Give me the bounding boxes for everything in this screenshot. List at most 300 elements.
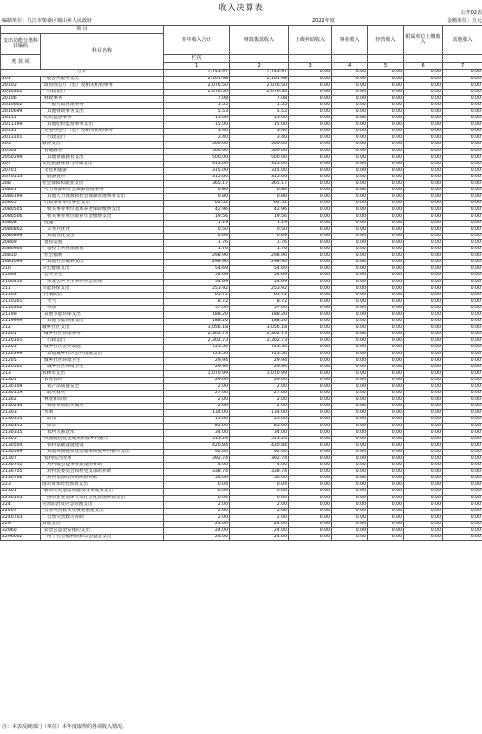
amount-v6: 0.00 <box>404 279 443 286</box>
amount-v7: 0.00 <box>443 331 482 338</box>
amount-v2: 62.52 <box>230 200 289 207</box>
amount-v5: 0.00 <box>368 508 404 515</box>
amount-v7: 0.00 <box>443 246 482 253</box>
amount-v4: 0.00 <box>332 102 368 109</box>
amount-v1: 50.00 <box>164 475 230 482</box>
amount-v7: 0.00 <box>443 214 482 221</box>
amount-v4: 0.00 <box>332 259 368 266</box>
amount-v4: 0.00 <box>332 161 368 168</box>
subject-code: 2050299 <box>1 155 41 162</box>
amount-v2: 27.00 <box>230 390 289 397</box>
amount-v7: 0.00 <box>443 469 482 476</box>
subject-code: 2080506 <box>1 214 41 221</box>
amount-v6: 0.00 <box>404 292 443 299</box>
amount-v6: 0.00 <box>404 384 443 391</box>
subject-name: 义务兵优待 <box>41 227 164 234</box>
amount-v3: 0.00 <box>289 443 332 450</box>
subject-name: 城乡社区公共设施 <box>41 344 164 351</box>
amount-v3: 0.00 <box>289 161 332 168</box>
amount-v1: 500.00 <box>164 155 230 162</box>
amount-v7: 0.00 <box>443 430 482 437</box>
amount-v6: 0.00 <box>404 246 443 253</box>
amount-v1: 253.92 <box>164 286 230 293</box>
subject-name: 抗旱 <box>41 423 164 430</box>
subject-name: 纪检监察事务 <box>41 115 164 122</box>
subject-code: 22960 <box>1 528 41 535</box>
amount-v5: 0.00 <box>368 449 404 456</box>
amount-v3: 0.00 <box>289 279 332 286</box>
amount-v7: 0.00 <box>443 299 482 306</box>
report-title: 收入决算表 <box>218 3 264 12</box>
amount-v4: 0.00 <box>332 233 368 240</box>
amount-v4: 0.00 <box>332 292 368 299</box>
amount-v6: 0.00 <box>404 174 443 181</box>
amount-v5: 0.00 <box>368 344 404 351</box>
amount-v1: 2,076.50 <box>164 83 230 90</box>
subject-name: 政府办公厅（室）及相关机构事务 <box>41 83 164 90</box>
amount-v4: 0.00 <box>332 305 368 312</box>
subject-name: 水利 <box>41 410 164 417</box>
amount-v2: 2.00 <box>230 515 289 522</box>
amount-v5: 0.00 <box>368 364 404 371</box>
amount-v7: 0.00 <box>443 489 482 496</box>
amount-v5: 0.00 <box>368 462 404 469</box>
subject-code: 2130706 <box>1 475 41 482</box>
amount-v7: 0.00 <box>443 200 482 207</box>
amount-v5: 0.00 <box>368 155 404 162</box>
amount-v2: 15.00 <box>230 115 289 122</box>
amount-v7: 0.00 <box>443 495 482 502</box>
amount-v1: 62.52 <box>164 200 230 207</box>
amount-v7: 0.00 <box>443 423 482 430</box>
amount-v3: 0.00 <box>289 384 332 391</box>
amount-v2: 0.04 <box>230 495 289 502</box>
amount-v4: 0.00 <box>332 521 368 528</box>
amount-v6: 0.00 <box>404 338 443 345</box>
amount-v1: 85.00 <box>164 423 230 430</box>
amount-v5: 0.00 <box>368 534 404 541</box>
code-header: 支出功能分类科目编码 <box>1 34 41 55</box>
amount-v3: 0.00 <box>289 305 332 312</box>
fiscal-year: 2022年度 <box>312 18 335 24</box>
amount-v2: 188.20 <box>230 318 289 325</box>
amount-v7: 0.00 <box>443 109 482 116</box>
subject-code: 20106 <box>1 96 41 103</box>
amount-v6: 0.00 <box>404 207 443 214</box>
subject-code: 224 <box>1 502 41 509</box>
amount-v5: 0.00 <box>368 200 404 207</box>
amount-v6: 0.00 <box>404 515 443 522</box>
amount-v3: 0.00 <box>289 181 332 188</box>
amount-v3: 0.00 <box>289 89 332 96</box>
subject-name: 巩固脱贫攻坚成果衔接乡村振兴 <box>41 436 164 443</box>
amount-v4: 0.00 <box>332 227 368 234</box>
amount-v7: 0.00 <box>443 233 482 240</box>
subject-name: 退役安置 <box>41 240 164 247</box>
amount-v4: 0.00 <box>332 220 368 227</box>
subject-code: 21199 <box>1 312 41 319</box>
amount-v4: 0.00 <box>332 430 368 437</box>
amount-v5: 0.00 <box>368 102 404 109</box>
amount-v3: 0.00 <box>289 207 332 214</box>
subject-name: 污染防治 <box>41 292 164 299</box>
subject-name: 普通教育 <box>41 148 164 155</box>
subject-code: 2120399 <box>1 351 41 358</box>
subject-name: 其他城乡社区公共设施支出 <box>41 351 164 358</box>
subject-name: 其他优抚支出 <box>41 233 164 240</box>
amount-v5: 0.00 <box>368 240 404 247</box>
amount-v4: 0.00 <box>332 168 368 175</box>
amount-v7: 0.00 <box>443 403 482 410</box>
subject-code: 2130335 <box>1 430 41 437</box>
amount-v2: 19.56 <box>230 214 289 221</box>
amount-v3: 0.00 <box>289 482 332 489</box>
form-number: 公开02表 <box>460 10 482 16</box>
amount-v7: 0.00 <box>443 515 482 522</box>
amount-v3: 0.00 <box>289 364 332 371</box>
amount-v4: 0.00 <box>332 128 368 135</box>
amount-v6: 0.00 <box>404 266 443 273</box>
amount-v2: 2,101.98 <box>230 76 289 83</box>
amount-v5: 0.00 <box>368 253 404 260</box>
amount-v1: 27.00 <box>164 390 230 397</box>
total-label: 合计 <box>1 70 164 77</box>
amount-v7: 0.00 <box>443 377 482 384</box>
subject-code: 205 <box>1 142 41 149</box>
amount-v5: 0.00 <box>368 456 404 463</box>
amount-v3: 0.00 <box>289 410 332 417</box>
subject-name: 农林水支出 <box>41 371 164 378</box>
amount-v4: 0.00 <box>332 502 368 509</box>
subject-code: 21201 <box>1 331 41 338</box>
amount-v3: 0.00 <box>289 403 332 410</box>
amount-v5: 0.00 <box>368 521 404 528</box>
subject-name: 人力资源和社会保障管理事务 <box>41 187 164 194</box>
subject-code: 2011199 <box>1 122 41 129</box>
amount-v1: 19.56 <box>164 214 230 221</box>
amount-v5: 0.00 <box>368 279 404 286</box>
subject-code: 21307 <box>1 456 41 463</box>
amount-v1: 365.17 <box>164 181 230 188</box>
amount-v7: 0.00 <box>443 482 482 489</box>
amount-v1: 315.00 <box>164 174 230 181</box>
amount-v2: 315.00 <box>230 161 289 168</box>
amount-v5: 0.00 <box>368 475 404 482</box>
amount-v3: 0.00 <box>289 142 332 149</box>
amount-v6: 0.00 <box>404 161 443 168</box>
amount-v2: 1,070.99 <box>230 371 289 378</box>
amount-v7: 0.00 <box>443 83 482 90</box>
subject-name: 解决历史遗留问题及改革成本支出 <box>41 489 164 496</box>
amount-v4: 0.00 <box>332 207 368 214</box>
amount-v5: 0.00 <box>368 403 404 410</box>
subject-code: 2010301 <box>1 89 41 96</box>
amount-v1: 15.00 <box>164 122 230 129</box>
amount-v1: 134.00 <box>164 410 230 417</box>
amount-v2: 2,076.50 <box>230 83 289 90</box>
subject-code: 2240703 <box>1 515 41 522</box>
colnum-7: 7 <box>443 63 482 70</box>
amount-v3: 0.00 <box>289 331 332 338</box>
amount-v3: 0.00 <box>289 266 332 273</box>
amount-v3: 0.00 <box>289 128 332 135</box>
amount-v1: 2,302.73 <box>164 331 230 338</box>
amount-v7: 0.00 <box>443 436 482 443</box>
amount-v3: 0.00 <box>289 469 332 476</box>
lei-label: 类 <box>11 58 17 65</box>
amount-v7: 0.00 <box>443 292 482 299</box>
amount-v3: 0.00 <box>289 155 332 162</box>
amount-v5: 0.00 <box>368 443 404 450</box>
subject-code: 20808 <box>1 220 41 227</box>
amount-v6: 0.00 <box>404 253 443 260</box>
income-table <box>0 25 482 541</box>
amount-v5: 0.00 <box>368 207 404 214</box>
amount-v2: 7.08 <box>230 96 289 103</box>
amount-v7: 0.00 <box>443 443 482 450</box>
amount-v4: 0.00 <box>332 122 368 129</box>
subject-code: 20103 <box>1 83 41 90</box>
amount-v4: 0.00 <box>332 390 368 397</box>
subject-name: 其他支出 <box>41 521 164 528</box>
amount-v2: 134.00 <box>230 410 289 417</box>
colnum-5: 5 <box>368 63 404 70</box>
amount-v3: 0.00 <box>289 83 332 90</box>
amount-v5: 0.00 <box>368 469 404 476</box>
amount-v6: 0.00 <box>404 331 443 338</box>
amount-v3: 0.00 <box>289 430 332 437</box>
amount-v1: 338.74 <box>164 469 230 476</box>
total-v3: 0.00 <box>289 70 332 77</box>
subject-code: 20805 <box>1 200 41 207</box>
amount-v5: 0.00 <box>368 115 404 122</box>
amount-v1: 298.90 <box>164 253 230 260</box>
amount-v6: 0.00 <box>404 528 443 535</box>
amount-v2: 2,076.50 <box>230 89 289 96</box>
amount-v3: 0.00 <box>289 371 332 378</box>
amount-v6: 0.00 <box>404 462 443 469</box>
report-meta <box>0 16 482 24</box>
amount-v1: 500.00 <box>164 148 230 155</box>
subject-code: 21203 <box>1 344 41 351</box>
amount-v7: 0.00 <box>443 227 482 234</box>
amount-v2: 0.69 <box>230 233 289 240</box>
amount-v7: 0.00 <box>443 358 482 365</box>
amount-unit: 金额单位：万元 <box>446 18 482 24</box>
amount-v4: 0.00 <box>332 384 368 391</box>
amount-v3: 0.00 <box>289 462 332 469</box>
subject-name: 水体 <box>41 305 164 312</box>
amount-v5: 0.00 <box>368 325 404 332</box>
amount-v2: 315.00 <box>230 174 289 181</box>
amount-v1: 2.00 <box>164 502 230 509</box>
amount-v2: 2.00 <box>230 397 289 404</box>
amount-v4: 0.00 <box>332 76 368 83</box>
amount-v2: 1.76 <box>230 246 289 253</box>
subject-name: 大气 <box>41 299 164 306</box>
amount-v7: 0.00 <box>443 312 482 319</box>
colnum-2: 2 <box>230 63 289 70</box>
amount-v5: 0.00 <box>368 495 404 502</box>
amount-v2: 15.00 <box>230 416 289 423</box>
subject-code: 201 <box>1 76 41 83</box>
amount-v4: 0.00 <box>332 83 368 90</box>
amount-v7: 0.00 <box>443 534 482 541</box>
amount-v5: 0.00 <box>368 482 404 489</box>
amount-v7: 0.00 <box>443 155 482 162</box>
amount-v3: 0.00 <box>289 292 332 299</box>
amount-v5: 0.00 <box>368 128 404 135</box>
amount-v7: 0.00 <box>443 286 482 293</box>
amount-v3: 0.00 <box>289 358 332 365</box>
subject-code: 2130314 <box>1 416 41 423</box>
subject-name: 行政运行 <box>41 89 164 96</box>
amount-v5: 0.00 <box>368 416 404 423</box>
amount-v1: 54.69 <box>164 279 230 286</box>
amount-v5: 0.00 <box>368 430 404 437</box>
amount-v5: 0.00 <box>368 384 404 391</box>
amount-v2: 2.00 <box>230 384 289 391</box>
amount-v3: 0.00 <box>289 214 332 221</box>
amount-v4: 0.00 <box>332 155 368 162</box>
amount-v4: 0.00 <box>332 489 368 496</box>
amount-v1: 24.00 <box>164 528 230 535</box>
amount-v6: 0.00 <box>404 351 443 358</box>
amount-v3: 0.00 <box>289 344 332 351</box>
subject-code: 22407 <box>1 508 41 515</box>
amount-v6: 0.00 <box>404 240 443 247</box>
subject-code: 229 <box>1 521 41 528</box>
amount-v1: 1,070.99 <box>164 371 230 378</box>
amount-v7: 0.00 <box>443 168 482 175</box>
amount-v4: 0.00 <box>332 181 368 188</box>
amount-v3: 0.00 <box>289 240 332 247</box>
amount-v6: 0.00 <box>404 96 443 103</box>
amount-v7: 0.00 <box>443 371 482 378</box>
amount-v2: 3.40 <box>230 128 289 135</box>
subject-code: 2130504 <box>1 443 41 450</box>
subject-name: 文化旅游体育与传媒支出 <box>41 161 164 168</box>
amount-v3: 0.00 <box>289 416 332 423</box>
amount-v2: 3.40 <box>230 135 289 142</box>
amount-v7: 0.00 <box>443 449 482 456</box>
amount-v2: 24.00 <box>230 528 289 535</box>
footnote: 注：本表反映部门（单位）本年度取得的各项收入情况。 <box>2 724 128 730</box>
amount-v6: 0.00 <box>404 489 443 496</box>
amount-v2: 0.04 <box>230 482 289 489</box>
amount-v6: 0.00 <box>404 416 443 423</box>
amount-v1: 315.00 <box>164 168 230 175</box>
amount-v5: 0.00 <box>368 181 404 188</box>
amount-v3: 0.00 <box>289 122 332 129</box>
amount-v7: 0.00 <box>443 76 482 83</box>
amount-v1: 188.20 <box>164 318 230 325</box>
subject-name: 突发公共卫生事件应急处理 <box>41 279 164 286</box>
amount-v6: 0.00 <box>404 534 443 541</box>
subject-code: 20809 <box>1 240 41 247</box>
amount-v2: 50.00 <box>230 475 289 482</box>
amount-v3: 0.00 <box>289 168 332 175</box>
amount-v3: 0.00 <box>289 475 332 482</box>
amount-v1: 2.00 <box>164 508 230 515</box>
subject-code: 22301 <box>1 489 41 496</box>
amount-v1: 1.76 <box>164 240 230 247</box>
amount-v6: 0.00 <box>404 286 443 293</box>
amount-v4: 0.00 <box>332 174 368 181</box>
amount-v1: 34.00 <box>164 430 230 437</box>
subject-code: 21103 <box>1 292 41 299</box>
amount-v3: 0.00 <box>289 390 332 397</box>
subject-code: 21305 <box>1 436 41 443</box>
amount-v7: 0.00 <box>443 142 482 149</box>
amount-v3: 0.00 <box>289 449 332 456</box>
amount-v6: 0.00 <box>404 390 443 397</box>
amount-v7: 0.00 <box>443 397 482 404</box>
amount-v3: 0.00 <box>289 109 332 116</box>
amount-v2: 513.24 <box>230 436 289 443</box>
subject-code: 2130315 <box>1 423 41 430</box>
subject-code: 21301 <box>1 377 41 384</box>
amount-v5: 0.00 <box>368 194 404 201</box>
amount-v1: 2,101.98 <box>164 76 230 83</box>
subject-name: 其他纪检监察事务支出 <box>41 122 164 129</box>
subject-code: 20701 <box>1 168 41 175</box>
col-superior-subsidy: 上级补助收入 <box>289 26 332 55</box>
amount-v3: 0.00 <box>289 489 332 496</box>
amount-v5: 0.00 <box>368 227 404 234</box>
amount-v6: 0.00 <box>404 325 443 332</box>
amount-v4: 0.00 <box>332 325 368 332</box>
amount-v2: 0.04 <box>230 489 289 496</box>
amount-v6: 0.00 <box>404 227 443 234</box>
name-header: 科目名称 <box>41 34 164 70</box>
amount-v5: 0.00 <box>368 371 404 378</box>
subject-code: 2080505 <box>1 207 41 214</box>
subject-name: 社会福利 <box>41 253 164 260</box>
subject-code: 211 <box>1 286 41 293</box>
subject-name: 林业草原防灾减灾 <box>41 403 164 410</box>
amount-v5: 0.00 <box>368 502 404 509</box>
subject-name: 灾害防治及应急管理支出 <box>41 502 164 509</box>
amount-v6: 0.00 <box>404 187 443 194</box>
amount-v1: 0.69 <box>164 233 230 240</box>
amount-v7: 0.00 <box>443 220 482 227</box>
subject-code: 20502 <box>1 148 41 155</box>
amount-v1: 15.00 <box>164 416 230 423</box>
subject-name: 农村综合改革 <box>41 456 164 463</box>
amount-v6: 0.00 <box>404 364 443 371</box>
amount-v3: 0.00 <box>289 351 332 358</box>
subject-code: 2120101 <box>1 338 41 345</box>
total-v7: 0.00 <box>443 70 482 77</box>
amount-v1: 2.00 <box>164 384 230 391</box>
amount-v2: 24.00 <box>230 534 289 541</box>
subject-name: 对村级公益事业建设的补助 <box>41 462 164 469</box>
amount-v2: 54.69 <box>230 272 289 279</box>
amount-v3: 0.00 <box>289 495 332 502</box>
amount-v5: 0.00 <box>368 109 404 116</box>
amount-v1: 392.74 <box>164 456 230 463</box>
amount-v3: 0.00 <box>289 272 332 279</box>
subject-name: 农村人畜饮水 <box>41 430 164 437</box>
amount-v4: 0.00 <box>332 96 368 103</box>
amount-v6: 0.00 <box>404 377 443 384</box>
amount-v2: 85.00 <box>230 423 289 430</box>
amount-v4: 0.00 <box>332 475 368 482</box>
amount-v6: 0.00 <box>404 181 443 188</box>
class-header <box>1 55 41 70</box>
amount-v1: 4.00 <box>164 462 230 469</box>
